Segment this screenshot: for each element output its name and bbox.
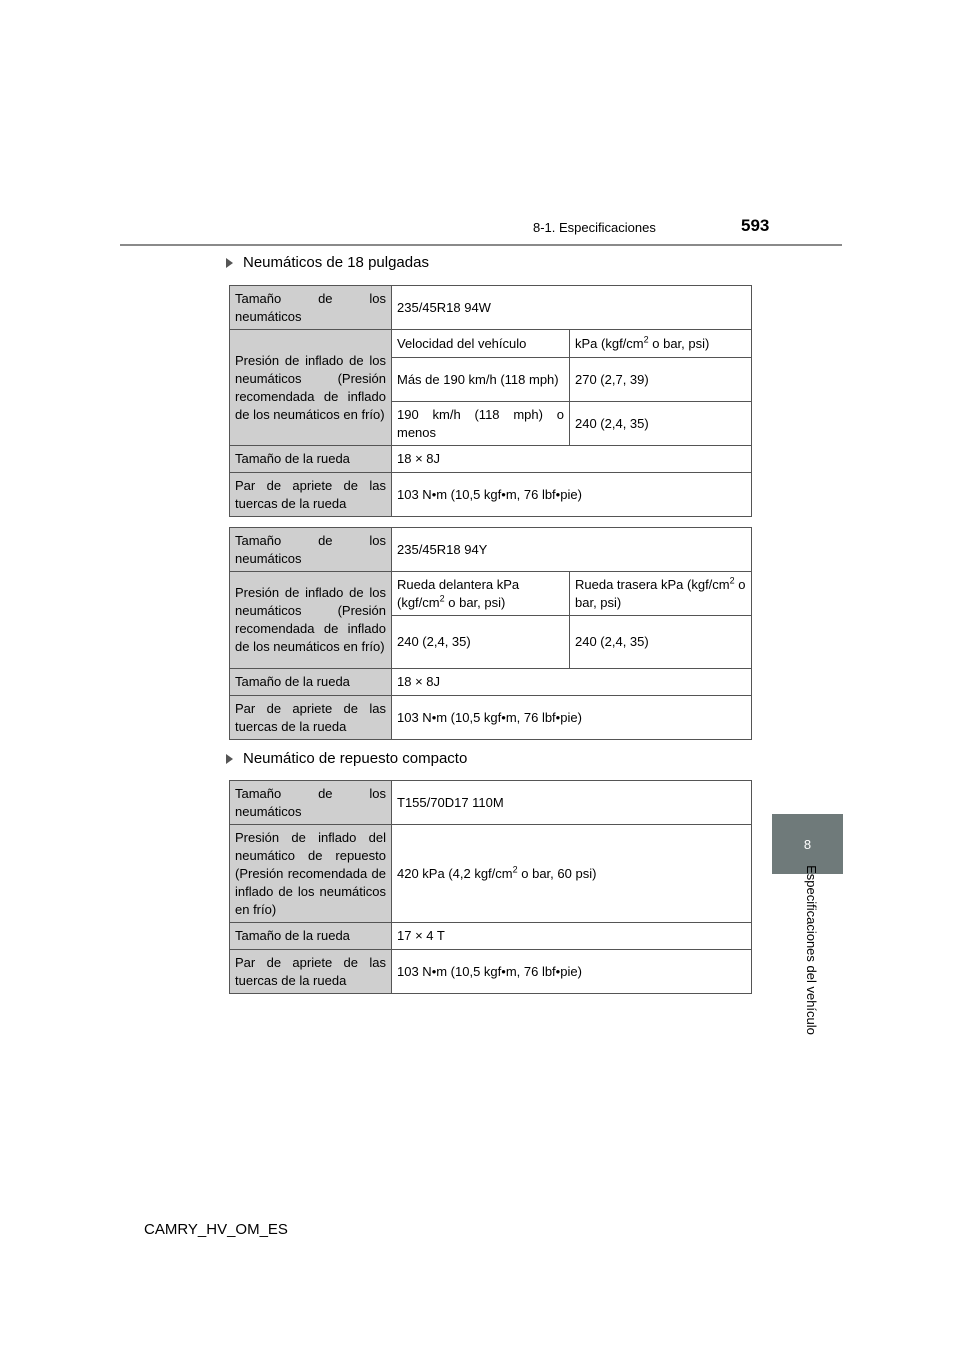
- pressure-value: 270 (2,7, 39): [570, 358, 752, 402]
- spec-table-18in-94y: [229, 527, 752, 740]
- table-row: [230, 446, 752, 473]
- wheel-size-value: 17 × 4 T: [392, 923, 752, 950]
- wheel-size-value: 18 × 8J: [392, 669, 752, 696]
- tire-size-label: Tamaño de los neumáticos: [230, 528, 392, 572]
- torque-label: Par de apriete de las tuercas de la rueda: [230, 950, 392, 994]
- speed-value: Más de 190 km/h (118 mph): [392, 358, 570, 402]
- section-heading-text: Neumático de repuesto compacto: [243, 750, 468, 767]
- section-heading-text: Neumáticos de 18 pulgadas: [243, 254, 429, 271]
- rear-wheel-header: Rueda trasera kPa ($kgf/cm^2$ o bar, psi): [570, 572, 752, 616]
- page-number: 593: [741, 216, 770, 235]
- pressure-label: Presión de inflado de los neumáticos (Presión recomendada de inflado de los neumáticos en frío): [230, 330, 392, 446]
- pressure-label: Presión de inflado del neumático de repuesto (Presión recomendada de inflado de los neumáticos en frío): [230, 825, 392, 923]
- tire-size-value: 235/45R18 94W: [392, 286, 752, 330]
- torque-label: Par de apriete de las tuercas de la rueda: [230, 473, 392, 517]
- wheel-size-label: Tamaño de la rueda: [230, 446, 392, 473]
- table-row: [230, 781, 752, 825]
- document-code: CAMRY_HV_OM_ES: [144, 1221, 288, 1238]
- chapter-tab: 8: [772, 814, 843, 874]
- pressure-value: 240 (2,4, 35): [570, 402, 752, 446]
- tire-size-label: Tamaño de los neumáticos: [230, 781, 392, 825]
- tire-size-value: 235/45R18 94Y: [392, 528, 752, 572]
- speed-column-header: Velocidad del vehículo: [392, 330, 570, 358]
- tire-size-label: Tamaño de los neumáticos: [230, 286, 392, 330]
- table-row: [230, 330, 752, 358]
- pressure-column-header: kPa ($kgf/cm^2$ o bar, psi): [570, 330, 752, 358]
- header-divider: [120, 244, 842, 246]
- table-row: [230, 950, 752, 994]
- table-row: [230, 473, 752, 517]
- front-wheel-value: 240 (2,4, 35): [392, 616, 570, 669]
- rear-wheel-value: 240 (2,4, 35): [570, 616, 752, 669]
- speed-value: 190 km/h (118 mph) o menos: [392, 402, 570, 446]
- front-wheel-header: Rueda delantera kPa ($kgf/cm^2$ o bar, psi): [392, 572, 570, 616]
- table-row: [230, 669, 752, 696]
- wheel-size-value: 18 × 8J: [392, 446, 752, 473]
- table-row: [230, 923, 752, 950]
- spec-table-spare: [229, 780, 752, 994]
- spec-table-18in-94w: [229, 285, 752, 517]
- chapter-side-label: Especificaciones del vehículo: [804, 865, 819, 1035]
- torque-value: 103 N•m (10,5 kgf•m, 76 lbf•pie): [392, 473, 752, 517]
- wheel-size-label: Tamaño de la rueda: [230, 923, 392, 950]
- table-row: [230, 825, 752, 923]
- torque-value: 103 N•m (10,5 kgf•m, 76 lbf•pie): [392, 950, 752, 994]
- section-heading-spare: [226, 750, 467, 767]
- table-row: [230, 696, 752, 740]
- table-row: [230, 528, 752, 572]
- pressure-label: Presión de inflado de los neumáticos (Presión recomendada de inflado de los neumáticos en frío): [230, 572, 392, 669]
- table-row: [230, 572, 752, 616]
- wheel-size-label: Tamaño de la rueda: [230, 669, 392, 696]
- tire-size-value: T155/70D17 110M: [392, 781, 752, 825]
- bullet-arrow-icon: [226, 754, 233, 764]
- section-title: 8-1. Especificaciones: [533, 220, 656, 235]
- torque-label: Par de apriete de las tuercas de la rueda: [230, 696, 392, 740]
- pressure-value: 420 kPa (4,2 kgf/$cm^2$ o bar, 60 psi): [392, 825, 752, 923]
- bullet-arrow-icon: [226, 258, 233, 268]
- torque-value: 103 N•m (10,5 kgf•m, 76 lbf•pie): [392, 696, 752, 740]
- table-row: [230, 286, 752, 330]
- section-heading-18in: [226, 254, 429, 271]
